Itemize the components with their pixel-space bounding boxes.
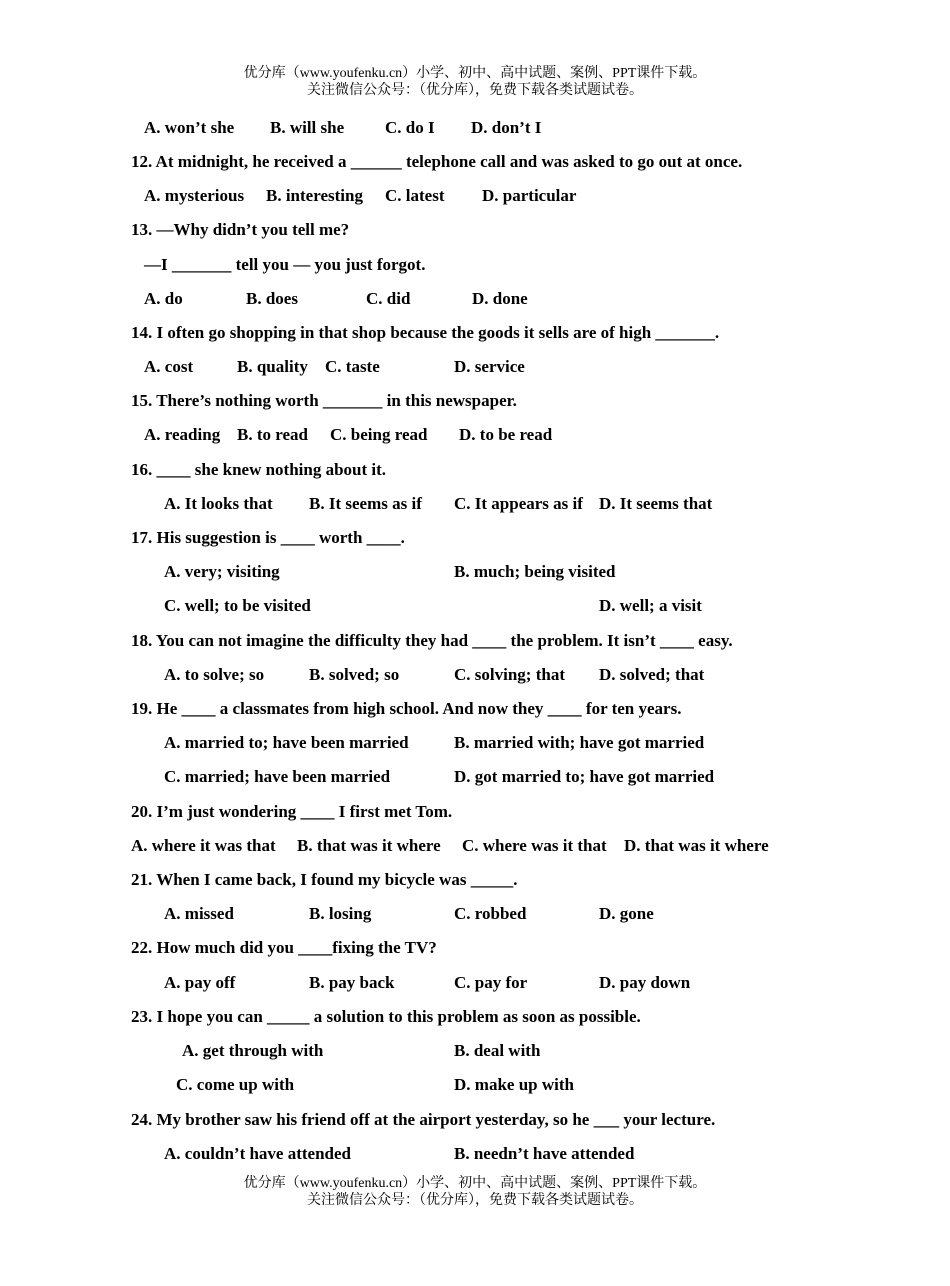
q17-option-a: A. very; visiting: [164, 562, 280, 581]
q18-option-d: D. solved; that: [599, 665, 705, 684]
q21-stem: 21. When I came back, I found my bicycle was _____.: [131, 870, 518, 889]
q15-option-b: B. to read: [237, 425, 308, 444]
q24-option-b: B. needn’t have attended: [454, 1144, 635, 1163]
q16-option-c: C. It appears as if: [454, 494, 583, 513]
q20-option-c: C. where was it that: [462, 836, 607, 855]
q12-option-d: D. particular: [482, 186, 577, 205]
q23-option-c: C. come up with: [176, 1075, 295, 1094]
q14-option-b: B. quality: [237, 357, 308, 376]
q23-option-d: D. make up with: [454, 1075, 574, 1094]
q14-option-a: A. cost: [144, 357, 194, 376]
q17-stem: 17. His suggestion is ____ worth ____.: [131, 528, 405, 547]
q22-stem: 22. How much did you ____fixing the TV?: [131, 938, 437, 957]
q21-option-d: D. gone: [599, 904, 654, 923]
q17-option-b: B. much; being visited: [454, 562, 616, 581]
q24-option-a: A. couldn’t have attended: [164, 1144, 352, 1163]
q19-option-a: A. married to; have been married: [164, 733, 409, 752]
q22-option-a: A. pay off: [164, 973, 236, 992]
q23-option-a: A. get through with: [182, 1041, 324, 1060]
q24-stem: 24. My brother saw his friend off at the airport yesterday, so he ___ your lecture.: [131, 1110, 716, 1129]
header-line-2: 关注微信公众号：（优分库），免费下载各类试题试卷。: [307, 83, 643, 98]
q12-option-a: A. mysterious: [144, 186, 245, 205]
q12-option-c: C. latest: [385, 186, 445, 205]
q13-option-d: D. done: [472, 289, 528, 308]
q12-stem: 12. At midnight, he received a ______ telephone call and was asked to go out at once.: [131, 152, 743, 171]
q23-stem: 23. I hope you can _____ a solution to this problem as soon as possible.: [131, 1007, 641, 1026]
q18-stem: 18. You can not imagine the difficulty they had ____ the problem. It isn’t ____ easy.: [131, 631, 733, 650]
q21-option-b: B. losing: [309, 904, 372, 923]
q16-option-b: B. It seems as if: [309, 494, 422, 513]
q15-option-a: A. reading: [144, 425, 221, 444]
q18-option-b: B. solved; so: [309, 665, 400, 684]
q20-option-a: A. where it was that: [131, 836, 276, 855]
q13-option-c: C. did: [366, 289, 411, 308]
q22-option-c: C. pay for: [454, 973, 528, 992]
q14-option-c: C. taste: [325, 357, 380, 376]
q22-option-d: D. pay down: [599, 973, 691, 992]
q21-option-a: A. missed: [164, 904, 234, 923]
page-header: [0, 65, 950, 99]
q17-option-d: D. well; a visit: [599, 596, 702, 615]
q11-option-a: A. won’t she: [144, 118, 235, 137]
page-footer: [0, 1175, 950, 1209]
q12-option-b: B. interesting: [266, 186, 363, 205]
q14-stem: 14. I often go shopping in that shop because the goods it sells are of high _______.: [131, 323, 720, 342]
q20-stem: 20. I’m just wondering ____ I first met Tom.: [131, 802, 453, 821]
footer-line-1: 优分库（www.youfenku.cn）小学、初中、高中试题、案例、PPT课件下载。: [243, 1176, 707, 1191]
q13-stem-reply: —I _______ tell you — you just forgot.: [144, 255, 426, 274]
q13-option-a: A. do: [144, 289, 183, 308]
q11-option-d: D. don’t I: [471, 118, 542, 137]
q18-option-c: C. solving; that: [454, 665, 565, 684]
q22-option-b: B. pay back: [309, 973, 395, 992]
q16-option-d: D. It seems that: [599, 494, 713, 513]
q13-stem: 13. —Why didn’t you tell me?: [131, 220, 350, 239]
q18-option-a: A. to solve; so: [164, 665, 265, 684]
q19-stem: 19. He ____ a classmates from high school. And now they ____ for ten years.: [131, 699, 682, 718]
q23-option-b: B. deal with: [454, 1041, 541, 1060]
q20-option-b: B. that was it where: [297, 836, 441, 855]
header-line-1: 优分库（www.youfenku.cn）小学、初中、高中试题、案例、PPT课件下载。: [243, 66, 707, 81]
q13-option-b: B. does: [246, 289, 298, 308]
q15-option-d: D. to be read: [459, 425, 553, 444]
q15-option-c: C. being read: [330, 425, 428, 444]
q15-stem: 15. There’s nothing worth _______ in this newspaper.: [131, 391, 517, 410]
q16-option-a: A. It looks that: [164, 494, 273, 513]
q20-option-d: D. that was it where: [624, 836, 769, 855]
q17-option-c: C. well; to be visited: [164, 596, 311, 615]
q21-option-c: C. robbed: [454, 904, 527, 923]
q19-option-c: C. married; have been married: [164, 767, 391, 786]
q19-option-d: D. got married to; have got married: [454, 767, 715, 786]
q19-option-b: B. married with; have got married: [454, 733, 705, 752]
q14-option-d: D. service: [454, 357, 525, 376]
q11-option-b: B. will she: [270, 118, 345, 137]
q16-stem: 16. ____ she knew nothing about it.: [131, 460, 387, 479]
q11-option-c: C. do I: [385, 118, 435, 137]
footer-line-2: 关注微信公众号：（优分库），免费下载各类试题试卷。: [307, 1193, 643, 1208]
